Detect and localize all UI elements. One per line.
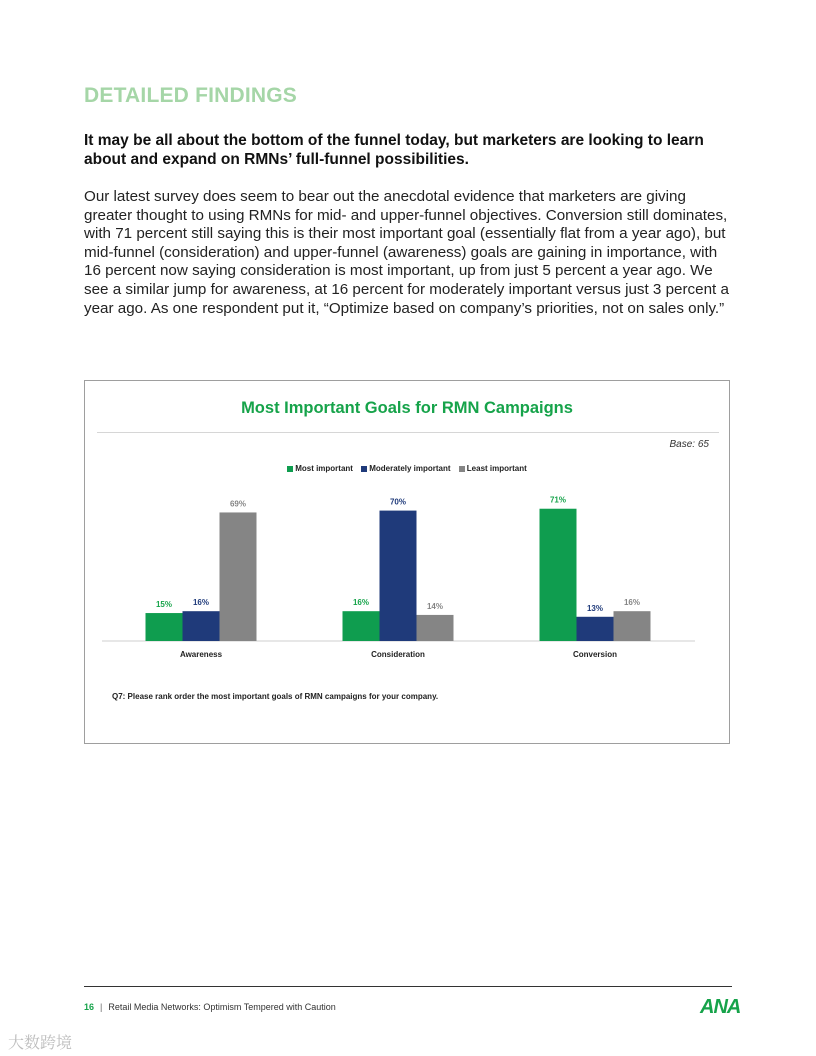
data-label-awareness-least-important: 69% — [229, 499, 247, 509]
bar-awareness-least-important — [220, 512, 257, 641]
legend-label: Least important — [466, 464, 527, 473]
bar-conversion-most-important — [540, 509, 577, 641]
chart-footnote: Q7: Please rank order the most important goals of RMN campaigns for your company. — [112, 692, 439, 701]
document-title: Retail Media Networks: Optimism Tempered with Caution — [108, 1002, 336, 1012]
chart-container — [84, 380, 730, 744]
footer-divider — [84, 986, 732, 987]
bar-conversion-least-important — [614, 611, 651, 641]
ana-logo: ANA — [700, 996, 741, 1018]
subheading: It may be all about the bottom of the funnel today, but marketers are looking to learn about and expand on RMNs’ full-funnel possibilities. — [84, 132, 704, 168]
data-label-awareness-moderately-important: 16% — [192, 598, 210, 608]
watermark: 大数跨境 — [8, 1035, 73, 1052]
category-label-awareness: Awareness — [179, 650, 223, 659]
category-label-conversion: Conversion — [572, 650, 618, 659]
legend-label: Most important — [295, 464, 353, 473]
chart-title: Most Important Goals for RMN Campaigns — [241, 399, 573, 417]
category-label-consideration: Consideration — [371, 650, 425, 659]
data-label-conversion-moderately-important: 13% — [586, 603, 604, 613]
bar-awareness-moderately-important — [183, 611, 220, 641]
bar-chart — [85, 381, 729, 743]
data-label-consideration-moderately-important: 70% — [389, 497, 407, 507]
footer — [84, 1002, 336, 1012]
bar-consideration-least-important — [417, 615, 454, 641]
body-paragraph: Our latest survey does seem to bear out the anecdotal evidence that marketers are giving greater thought to using RMNs for mid- and upper-funnel objectives. Conversion still dominates, with 71 percent still saying this is their most important goal (essentially flat from a year ago), but mid-funnel (consideration) and upper-funnel (awareness) goals are gaining in importance, with 16 percent now saying consideration is most important, up from just 5 percent a year ago. We see a similar jump for awareness, at 16 percent for moderately important versus just 3 percent a year ago. As one respondent put it, “Optimize based on company’s priorities, not on sales only.” — [84, 188, 729, 317]
section-title: DETAILED FINDINGS — [84, 84, 298, 107]
bar-consideration-most-important — [343, 611, 380, 641]
bar-conversion-moderately-important — [577, 617, 614, 641]
data-label-conversion-least-important: 16% — [623, 598, 641, 608]
footer-separator: | — [100, 1002, 103, 1012]
data-label-consideration-most-important: 16% — [352, 598, 370, 608]
legend-label: Moderately important — [369, 464, 451, 473]
data-label-awareness-most-important: 15% — [155, 600, 173, 610]
data-label-consideration-least-important: 14% — [426, 601, 444, 611]
bar-awareness-most-important — [146, 613, 183, 641]
data-label-conversion-most-important: 71% — [549, 495, 567, 505]
base-note: Base: 65 — [669, 439, 709, 450]
page-number: 16 — [84, 1002, 95, 1012]
bar-consideration-moderately-important — [380, 511, 417, 641]
